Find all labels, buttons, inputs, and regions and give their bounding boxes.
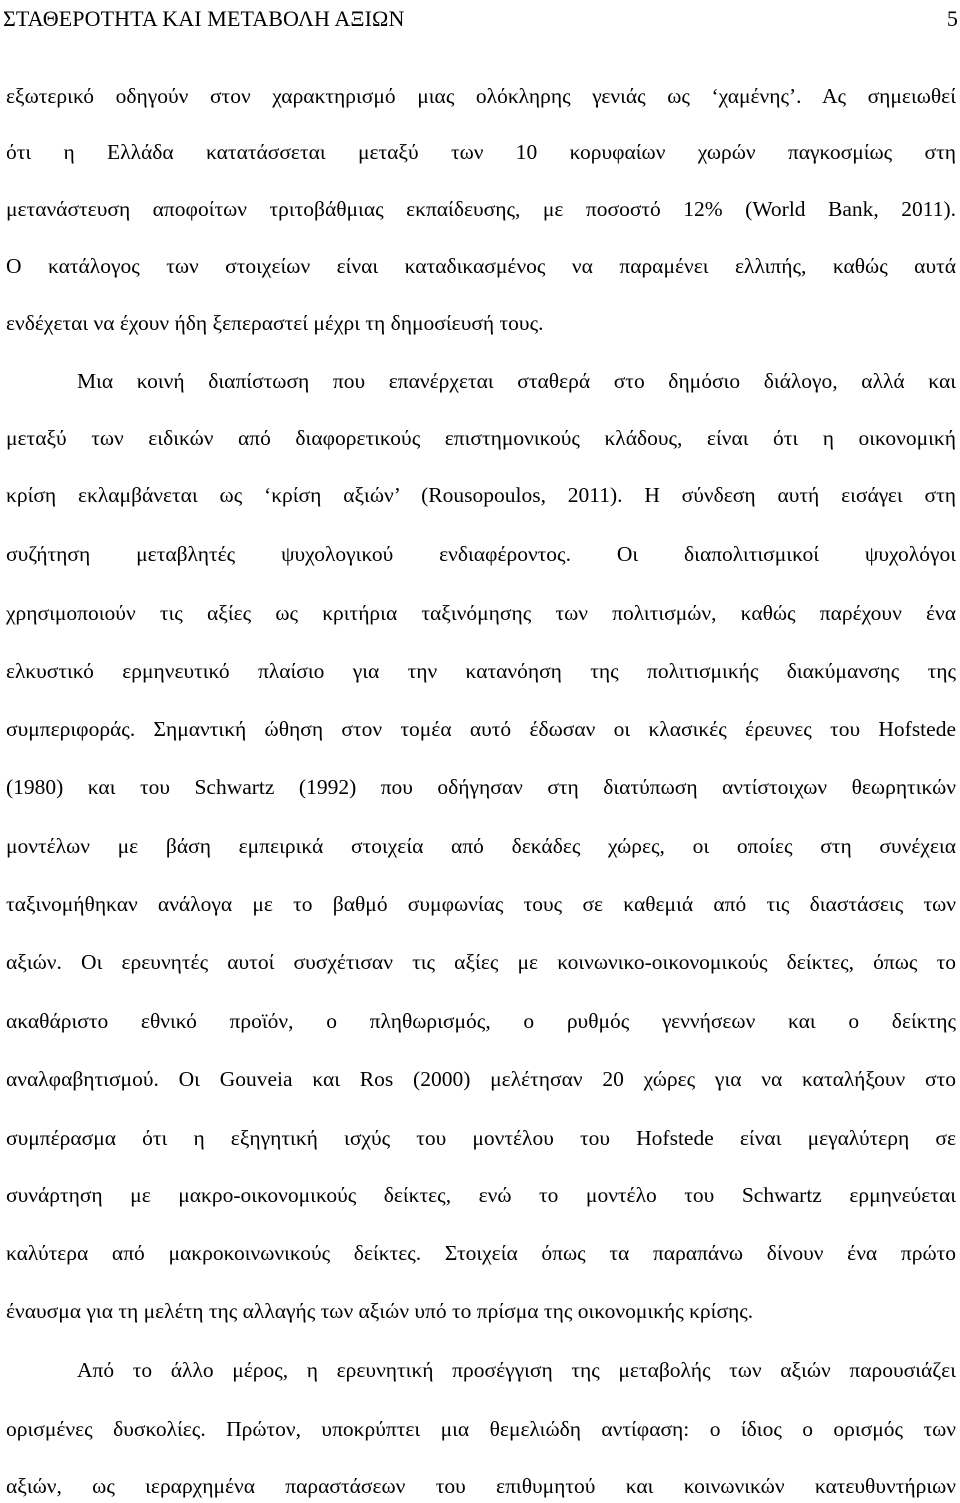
text-line: Ο κατάλογος των στοιχείων είναι καταδικασμένος να παραμένει ελλιπής, καθώς αυτά — [6, 254, 956, 278]
text-line: αναλφαβητισμού. Οι Gouveia και Ros (2000) μελέτησαν 20 χώρες για να καταλήξουν στο — [6, 1067, 956, 1091]
text-line: ελκυστικό ερμηνευτικό πλαίσιο για την κατανόηση της πολιτισμικής διακύμανσης της — [6, 659, 956, 683]
text-line: κρίση εκλαμβάνεται ως ‘κρίση αξιών’ (Rousopoulos, 2011). Η σύνδεση αυτή εισάγει στη — [6, 483, 956, 507]
text-line: αξιών, ως ιεραρχημένα παραστάσεων του επιθυμητού και κοινωνικών κατευθυντήριων — [6, 1474, 956, 1498]
page-number: 5 — [946, 6, 958, 31]
text-line: συμπέρασμα ότι η εξηγητική ισχύς του μοντέλου του Hofstede είναι μεγαλύτερη σε — [6, 1126, 956, 1150]
paragraph-first-line: Μια κοινή διαπίστωση που επανέρχεται σταθερά στο δημόσιο διάλογο, αλλά και — [77, 369, 956, 393]
text-line: (1980) και του Schwartz (1992) που οδήγησαν στη διατύπωση αντίστοιχων θεωρητικών — [6, 775, 956, 799]
text-line: μοντέλων με βάση εμπειρικά στοιχεία από δεκάδες χώρες, οι οποίες στη συνέχεια — [6, 834, 956, 858]
text-line: συμπεριφοράς. Σημαντική ώθηση στον τομέα αυτό έδωσαν οι κλασικές έρευνες του Hofstede — [6, 717, 956, 741]
running-header-title: ΣΤΑΘΕΡΟΤΗΤΑ ΚΑΙ ΜΕΤΑΒΟΛΗ ΑΞΙΩΝ — [3, 6, 405, 31]
text-line: ακαθάριστο εθνικό προϊόν, ο πληθωρισμός, ο ρυθμός γεννήσεων και ο δείκτης — [6, 1009, 956, 1033]
text-line: μετανάστευση αποφοίτων τριτοβάθμιας εκπαίδευσης, με ποσοστό 12% (World Bank, 2011). — [6, 197, 956, 221]
text-line: έναυσμα για τη μελέτη της αλλαγής των αξιών υπό το πρίσμα της οικονομικής κρίσης. — [6, 1299, 754, 1323]
text-line: χρησιμοποιούν τις αξίες ως κριτήρια ταξινόμησης των πολιτισμών, καθώς παρέχουν ένα — [6, 601, 956, 625]
text-line: ενδέχεται να έχουν ήδη ξεπεραστεί μέχρι τη δημοσίευσή τους. — [6, 311, 544, 335]
text-line: ότι η Ελλάδα κατατάσσεται μεταξύ των 10 κορυφαίων χωρών παγκοσμίως στη — [6, 140, 956, 164]
text-line: εξωτερικό οδηγούν στον χαρακτηρισμό μιας ολόκληρης γενιάς ως ‘χαμένης’. Ας σημειωθεί — [6, 84, 956, 108]
text-line: αξιών. Οι ερευνητές αυτοί συσχέτισαν τις αξίες με κοινωνικο-οικονομικούς δείκτες, όπως το — [6, 950, 956, 974]
text-line: ταξινομήθηκαν ανάλογα με το βαθμό συμφωνίας τους σε καθεμιά από τις διαστάσεις των — [6, 892, 956, 916]
running-header — [3, 4, 960, 34]
text-line: συνάρτηση με μακρο-οικονομικούς δείκτες, ενώ το μοντέλο του Schwartz ερμηνεύεται — [6, 1183, 956, 1207]
text-line: συζήτηση μεταβλητές ψυχολογικού ενδιαφέροντος. Οι διαπολιτισμικοί ψυχολόγοι — [6, 542, 956, 566]
text-line: ορισμένες δυσκολίες. Πρώτον, υποκρύπτει μια θεμελιώδη αντίφαση: ο ίδιος ο ορισμός των — [6, 1417, 956, 1441]
text-line: μεταξύ των ειδικών από διαφορετικούς επιστημονικούς κλάδους, είναι ότι η οικονομική — [6, 426, 956, 450]
paragraph-first-line: Από το άλλο μέρος, η ερευνητική προσέγγιση της μεταβολής των αξιών παρουσιάζει — [77, 1358, 956, 1382]
text-line: καλύτερα από μακροκοινωνικούς δείκτες. Στοιχεία όπως τα παραπάνω δίνουν ένα πρώτο — [6, 1241, 956, 1265]
